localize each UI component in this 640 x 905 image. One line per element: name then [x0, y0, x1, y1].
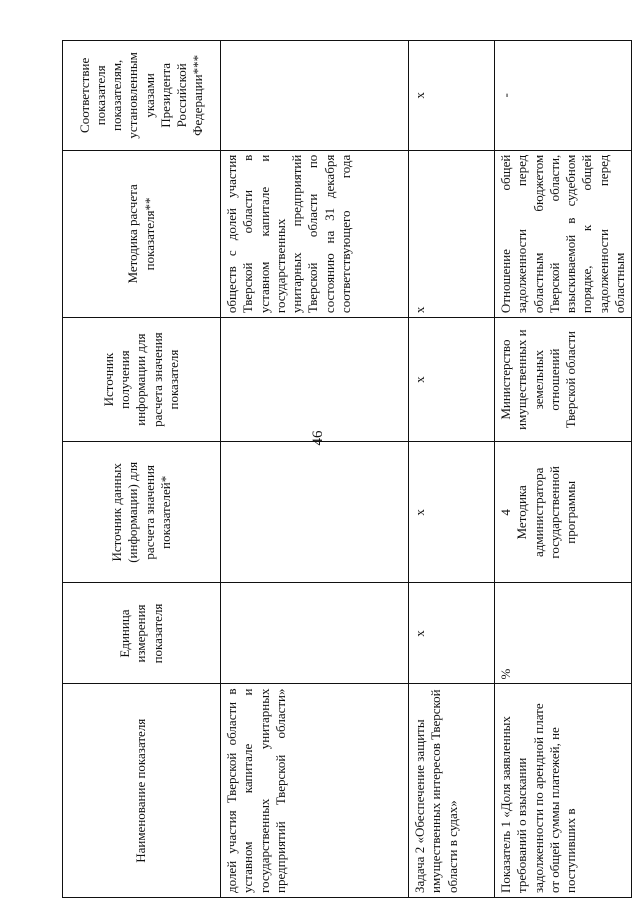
header-indicator-name: Наименование показателя — [63, 684, 221, 898]
cell-indicator-name: Показатель 1 «Доля заявленных требований о взыскании задолженности по арендной плате от общей суммы платежей, не поступивших в — [495, 684, 632, 898]
cell-info-source: х — [409, 318, 495, 442]
header-row — [63, 41, 221, 898]
page-number: 46 — [310, 430, 326, 446]
table-row — [221, 41, 409, 898]
indicators-table-wrapper — [62, 40, 627, 898]
cell-info-source — [221, 318, 409, 442]
header-unit: Единица измерения показателя — [63, 583, 221, 684]
cell-compliance: - — [495, 41, 632, 151]
cell-info-source: Министерство имущественных и земельных отношений Тверской области — [495, 318, 632, 442]
cell-method: х — [409, 150, 495, 317]
cell-unit: % — [495, 583, 632, 684]
cell-data-source — [221, 442, 409, 583]
cell-data-source: х — [409, 442, 495, 583]
cell-compliance — [221, 41, 409, 151]
cell-unit — [221, 583, 409, 684]
cell-indicator-name: Задача 2 «Обеспечение защиты имущественных интересов Тверской области в судах» — [409, 684, 495, 898]
cell-data-source — [495, 442, 632, 583]
cell-unit: х — [409, 583, 495, 684]
data-source-number: 4 — [498, 509, 513, 516]
cell-indicator-name: долей участия Тверской области в уставном капитале и государственных унитарных предприятий Тверской области» — [221, 684, 409, 898]
data-source-text: Методика администратора государственной программы — [514, 465, 578, 559]
indicators-table — [62, 40, 632, 898]
table-row — [409, 41, 495, 898]
cell-method: Отношение общей задолженности перед областным бюджетом Тверской области, взыскиваемой в судебном порядке, к общей задолженности перед областным — [495, 150, 632, 317]
header-method: Методика расчета показателя** — [63, 150, 221, 317]
cell-method: обществ с долей участия Тверской области в уставном капитале и государственных унитарных предприятий Тверской области по состоянию на 31 декабря соответствующего года — [221, 150, 409, 317]
header-data-source: Источник данных (информации) для расчета значения показателей* — [63, 442, 221, 583]
table-row — [495, 41, 632, 898]
cell-compliance: х — [409, 41, 495, 151]
header-info-source: Источник получения информации для расчета значения показателя — [63, 318, 221, 442]
header-compliance: Соответствие показателя показателям, установленным указами Президента Российской Федерации*** — [63, 41, 221, 151]
